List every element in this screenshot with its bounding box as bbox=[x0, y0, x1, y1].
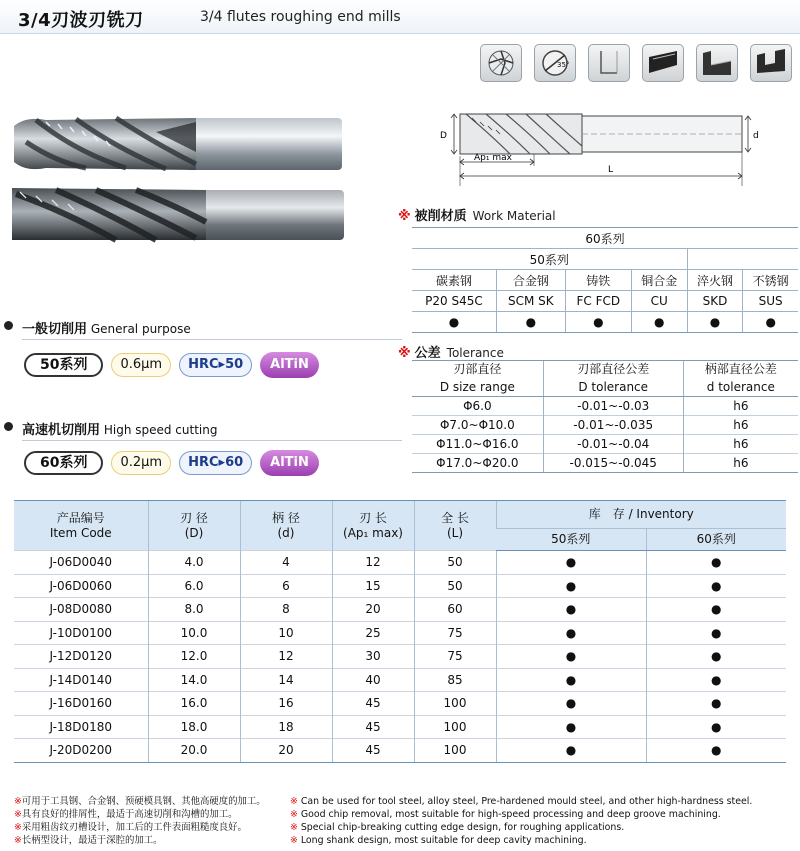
material-en: SCM SK bbox=[496, 291, 565, 312]
cell-D: 18.0 bbox=[148, 715, 240, 739]
material-en: SUS bbox=[743, 291, 798, 312]
material-en: CU bbox=[631, 291, 687, 312]
application-icons bbox=[480, 44, 792, 82]
diagram-label-ap: Ap₁ max bbox=[474, 153, 512, 163]
cell-D: 14.0 bbox=[148, 668, 240, 692]
header-series-50: 50系列 bbox=[496, 529, 646, 551]
cell-ap: 25 bbox=[332, 621, 414, 645]
table-row bbox=[14, 692, 786, 716]
cell-d: 16 bbox=[240, 692, 332, 716]
arrow-icon: ▸ bbox=[218, 455, 226, 470]
cell-d: 10 bbox=[240, 621, 332, 645]
tol-header-en: D size range bbox=[412, 379, 543, 397]
cell-D: 4.0 bbox=[148, 551, 240, 575]
high-speed-label: 高速机切削用 High speed cutting bbox=[22, 423, 218, 438]
dimension-diagram bbox=[432, 96, 762, 192]
table-row bbox=[14, 551, 786, 575]
cell-code: J-06D0040 bbox=[14, 551, 148, 575]
table-row bbox=[14, 621, 786, 645]
series-60-label: 60系列 bbox=[585, 232, 625, 246]
helix-35-icon bbox=[534, 44, 576, 82]
tol-header-en: d tolerance bbox=[683, 379, 798, 397]
high-speed-badges bbox=[24, 450, 319, 476]
material-cn: 合金钢 bbox=[496, 270, 565, 291]
material-cn: 碳素钢 bbox=[412, 270, 496, 291]
note-cn: ※采用粗齿纹刃槽设计，加工后的工件表面粗糙度良好。 bbox=[14, 822, 247, 833]
slotting-icon bbox=[642, 44, 684, 82]
cell-L: 50 bbox=[414, 551, 496, 575]
high-speed-line bbox=[22, 440, 402, 441]
product-table bbox=[14, 500, 786, 763]
cell-D: 20.0 bbox=[148, 739, 240, 763]
cell-code: J-10D0100 bbox=[14, 621, 148, 645]
table-row bbox=[14, 715, 786, 739]
cell-s60: ● bbox=[646, 739, 786, 763]
cell-L: 60 bbox=[414, 598, 496, 622]
cell-D: 6.0 bbox=[148, 574, 240, 598]
cell-L: 100 bbox=[414, 715, 496, 739]
cell-L: 100 bbox=[414, 739, 496, 763]
cell-L: 75 bbox=[414, 621, 496, 645]
cutter-photo-top bbox=[6, 112, 346, 176]
material-mark: ● bbox=[743, 312, 798, 333]
cell-s50: ● bbox=[496, 668, 646, 692]
material-en: P20 S45C bbox=[412, 291, 496, 312]
header-series-60: 60系列 bbox=[646, 529, 786, 551]
material-mark: ● bbox=[565, 312, 631, 333]
high-speed-dot bbox=[4, 422, 13, 431]
tol-header-cn: 刃部直径 bbox=[412, 361, 543, 379]
header-item-code: 产品编号 Item Code bbox=[14, 501, 148, 551]
diagram-label-D: D bbox=[440, 131, 447, 141]
tol-header-cn: 刃部直径公差 bbox=[543, 361, 683, 379]
material-mark: ● bbox=[412, 312, 496, 333]
material-cn: 不锈钢 bbox=[743, 270, 798, 291]
header-L: 全 长 (L) bbox=[414, 501, 496, 551]
hrc-badge: HRC▸60 bbox=[179, 451, 252, 475]
cell-s50: ● bbox=[496, 598, 646, 622]
diagram-label-L: L bbox=[608, 165, 614, 175]
cell-code: J-14D0140 bbox=[14, 668, 148, 692]
note-en: ※ Long shank design, most suitable for deep cavity machining. bbox=[290, 835, 587, 846]
groove-milling-icon bbox=[750, 44, 792, 82]
side-milling-icon bbox=[588, 44, 630, 82]
hrc-badge: HRC▸50 bbox=[179, 353, 252, 377]
cell-d: 14 bbox=[240, 668, 332, 692]
cutter-photo-bottom bbox=[6, 182, 346, 246]
header-d: 柄 径 (d) bbox=[240, 501, 332, 551]
table-row bbox=[14, 574, 786, 598]
cell-ap: 45 bbox=[332, 692, 414, 716]
cell-code: J-16D0160 bbox=[14, 692, 148, 716]
header-inventory: 库 存 / Inventory bbox=[496, 501, 786, 529]
cell-s50: ● bbox=[496, 551, 646, 575]
tolerance-table bbox=[412, 360, 798, 473]
header-ap: 刃 长 (Ap₁ max) bbox=[332, 501, 414, 551]
general-purpose-label: 一般切削用 General purpose bbox=[22, 322, 191, 337]
general-purpose-line bbox=[22, 339, 402, 340]
cell-s60: ● bbox=[646, 551, 786, 575]
note-cn: ※长柄型设计，最适于深腔的加工。 bbox=[14, 835, 163, 846]
cell-s50: ● bbox=[496, 574, 646, 598]
cell-ap: 20 bbox=[332, 598, 414, 622]
material-mark: ● bbox=[496, 312, 565, 333]
note-cn: ※具有良好的排屑性，最适于高速切削和沟槽的加工。 bbox=[14, 809, 238, 820]
cell-s60: ● bbox=[646, 574, 786, 598]
table-row bbox=[14, 668, 786, 692]
roughing-flute-icon bbox=[480, 44, 522, 82]
tol-header-cn: 柄部直径公差 bbox=[683, 361, 798, 379]
table-row: Φ6.0 -0.01~-0.03 h6 bbox=[412, 397, 798, 416]
cell-L: 85 bbox=[414, 668, 496, 692]
cell-s60: ● bbox=[646, 668, 786, 692]
note-en: ※ Special chip-breaking cutting edge design, for roughing applications. bbox=[290, 822, 625, 833]
cell-D: 12.0 bbox=[148, 645, 240, 669]
cell-L: 75 bbox=[414, 645, 496, 669]
finish-badge: 0.6μm bbox=[111, 353, 171, 377]
series-50-label: 50系列 bbox=[412, 249, 687, 270]
cell-L: 100 bbox=[414, 692, 496, 716]
material-cn: 铸铁 bbox=[565, 270, 631, 291]
cell-D: 10.0 bbox=[148, 621, 240, 645]
cell-code: J-06D0060 bbox=[14, 574, 148, 598]
diagram-label-d: d bbox=[753, 131, 759, 141]
cell-D: 16.0 bbox=[148, 692, 240, 716]
cell-code: J-08D0080 bbox=[14, 598, 148, 622]
cell-ap: 12 bbox=[332, 551, 414, 575]
cell-s50: ● bbox=[496, 692, 646, 716]
table-row bbox=[14, 739, 786, 763]
cell-s50: ● bbox=[496, 739, 646, 763]
tol-header-en: D tolerance bbox=[543, 379, 683, 397]
cell-ap: 45 bbox=[332, 715, 414, 739]
header-D: 刃 径 (D) bbox=[148, 501, 240, 551]
table-row bbox=[14, 598, 786, 622]
cell-d: 12 bbox=[240, 645, 332, 669]
table-row: Φ17.0~Φ20.0 -0.015~-0.045 h6 bbox=[412, 454, 798, 473]
cell-ap: 15 bbox=[332, 574, 414, 598]
step-milling-icon bbox=[696, 44, 738, 82]
cell-s60: ● bbox=[646, 692, 786, 716]
material-mark: ● bbox=[631, 312, 687, 333]
cell-ap: 30 bbox=[332, 645, 414, 669]
material-cn: 淬火钢 bbox=[687, 270, 743, 291]
note-en: ※ Can be used for tool steel, alloy steel, Pre-hardened mould steel, and other high-hardness steel. bbox=[290, 796, 753, 807]
table-row: Φ11.0~Φ16.0 -0.01~-0.04 h6 bbox=[412, 435, 798, 454]
cell-L: 50 bbox=[414, 574, 496, 598]
cell-code: J-12D0120 bbox=[14, 645, 148, 669]
cell-s50: ● bbox=[496, 715, 646, 739]
cell-s50: ● bbox=[496, 621, 646, 645]
cell-ap: 40 bbox=[332, 668, 414, 692]
cell-d: 8 bbox=[240, 598, 332, 622]
cell-d: 4 bbox=[240, 551, 332, 575]
cell-d: 6 bbox=[240, 574, 332, 598]
cell-code: J-20D0200 bbox=[14, 739, 148, 763]
helix-angle-label: 35° bbox=[557, 61, 570, 69]
finish-badge: 0.2μm bbox=[111, 451, 171, 475]
coating-badge: AlTiN bbox=[260, 450, 319, 476]
cell-d: 20 bbox=[240, 739, 332, 763]
coating-badge: AlTiN bbox=[260, 352, 319, 378]
table-row: Φ7.0~Φ10.0 -0.01~-0.035 h6 bbox=[412, 416, 798, 435]
tolerance-heading: ※ 公差 Tolerance bbox=[398, 346, 504, 361]
cell-ap: 45 bbox=[332, 739, 414, 763]
cell-s60: ● bbox=[646, 598, 786, 622]
general-purpose-badges bbox=[24, 352, 319, 378]
title-cn: 3/4刃波刃铣刀 bbox=[18, 10, 144, 31]
cell-s60: ● bbox=[646, 715, 786, 739]
table-row bbox=[14, 645, 786, 669]
cell-code: J-18D0180 bbox=[14, 715, 148, 739]
arrow-icon: ▸ bbox=[218, 357, 226, 372]
material-en: SKD bbox=[687, 291, 743, 312]
series-badge: 60系列 bbox=[24, 451, 103, 475]
material-mark: ● bbox=[687, 312, 743, 333]
notes-en bbox=[290, 795, 752, 847]
page-header bbox=[0, 0, 800, 34]
note-cn: ※可用于工具钢、合金钢、预硬模具钢、其他高硬度的加工。 bbox=[14, 796, 266, 807]
material-cn: 铜合金 bbox=[631, 270, 687, 291]
notes-cn bbox=[14, 795, 266, 847]
work-material-heading: ※ 被削材质 Work Material bbox=[398, 209, 556, 224]
series-badge: 50系列 bbox=[24, 353, 103, 377]
note-en: ※ Good chip removal, most suitable for high-speed processing and deep groove machining. bbox=[290, 809, 721, 820]
material-en: FC FCD bbox=[565, 291, 631, 312]
cell-s50: ● bbox=[496, 645, 646, 669]
cell-s60: ● bbox=[646, 645, 786, 669]
general-purpose-dot bbox=[4, 321, 13, 330]
title-en: 3/4 flutes roughing end mills bbox=[200, 9, 401, 25]
cell-d: 18 bbox=[240, 715, 332, 739]
cell-s60: ● bbox=[646, 621, 786, 645]
cell-D: 8.0 bbox=[148, 598, 240, 622]
